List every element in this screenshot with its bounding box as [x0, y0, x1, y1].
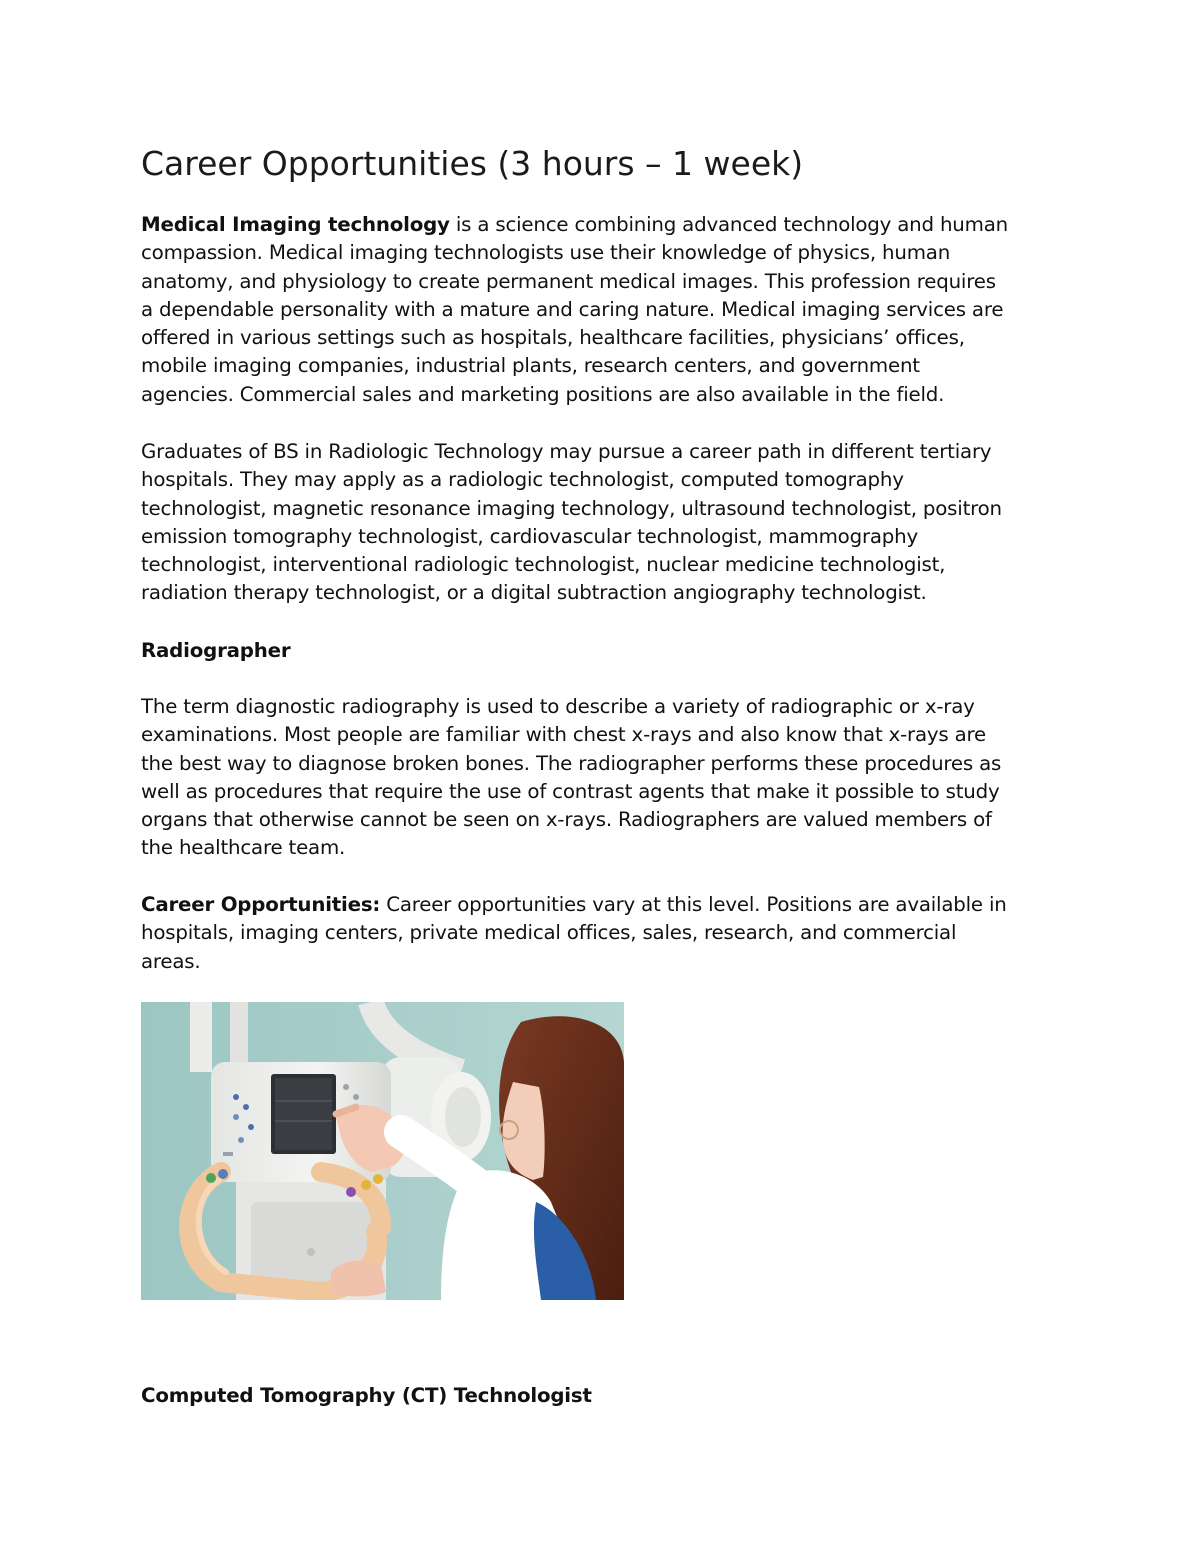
intro-line: compassion. Medical imaging technologists use their knowledge of physics, human	[141, 241, 951, 265]
ct-technologist-heading: Computed Tomography (CT) Technologist	[141, 1384, 592, 1407]
radiographer-line: well as procedures that require the use of contrast agents that make it possible to study	[141, 779, 1000, 803]
radiographer-line: the best way to diagnose broken bones. The radiographer performs these procedures as	[141, 751, 1002, 775]
graduates-line: technologist, interventional radiologic technologist, nuclear medicine technologist,	[141, 553, 946, 577]
page-title: Career Opportunities (3 hours – 1 week)	[141, 144, 804, 183]
radiographer-heading: Radiographer	[141, 639, 291, 662]
radiographer-line: examinations. Most people are familiar with chest x-rays and also know that x-rays are	[141, 723, 986, 747]
graduates-line: technologist, magnetic resonance imaging technology, ultrasound technologist, positron	[141, 496, 1002, 520]
intro-line: anatomy, and physiology to create permanent medical images. This profession requires	[141, 269, 996, 293]
xray-machine-illustration	[141, 1002, 624, 1300]
graduates-paragraph	[141, 438, 1071, 608]
radiographer-photo	[141, 1002, 624, 1300]
career-line: hospitals, imaging centers, private medical offices, sales, research, and commercial	[141, 921, 957, 945]
radiographer-paragraph	[141, 693, 1071, 863]
radiographer-line: organs that otherwise cannot be seen on x-rays. Radiographers are valued members of	[141, 808, 992, 832]
intro-line: a dependable personality with a mature and caring nature. Medical imaging services are	[141, 297, 1004, 321]
radiographer-line: the healthcare team.	[141, 836, 346, 860]
radiographer-line: The term diagnostic radiography is used to describe a variety of radiographic or x-ray	[141, 695, 975, 718]
intro-line: offered in various settings such as hospitals, healthcare facilities, physicians’ offices,	[141, 326, 965, 350]
career-first-line	[141, 891, 1071, 919]
graduates-line: radiation therapy technologist, or a digital subtraction angiography technologist.	[141, 581, 927, 605]
career-label: Career Opportunities:	[141, 893, 381, 916]
intro-line: agencies. Commercial sales and marketing positions are also available in the field.	[141, 382, 945, 406]
career-line: areas.	[141, 949, 201, 973]
career-opportunities-paragraph	[141, 891, 1071, 976]
graduates-line: hospitals. They may apply as a radiologic technologist, computed tomography	[141, 468, 904, 492]
intro-lead-bold: Medical Imaging technology	[141, 213, 450, 236]
intro-line: mobile imaging companies, industrial plants, research centers, and government	[141, 354, 920, 378]
career-rest: Career opportunities vary at this level. Positions are available in	[380, 893, 1007, 916]
graduates-line: emission tomography technologist, cardiovascular technologist, mammography	[141, 524, 919, 548]
graduates-line: Graduates of BS in Radiologic Technology may pursue a career path in different tertiary	[141, 440, 992, 463]
intro-first-line	[141, 211, 1071, 239]
intro-lead-rest: is a science combining advanced technology and human	[449, 213, 1008, 236]
intro-paragraph	[141, 211, 1071, 409]
